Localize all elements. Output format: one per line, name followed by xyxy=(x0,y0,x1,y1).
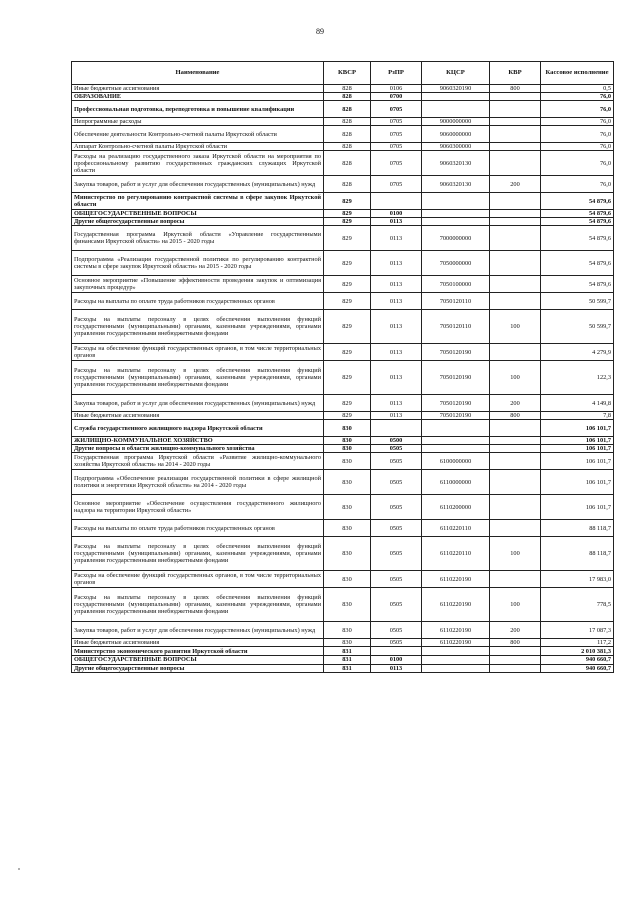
row-rzpr: 0113 xyxy=(371,344,422,361)
row-rzpr: 0113 xyxy=(371,218,422,226)
row-kvr xyxy=(490,101,541,118)
row-rzpr: 0505 xyxy=(371,622,422,639)
row-kvsr: 829 xyxy=(324,193,371,210)
row-kvr: 200 xyxy=(490,395,541,412)
row-kvr xyxy=(490,93,541,101)
row-kvsr: 829 xyxy=(324,218,371,226)
row-kcsr: 6110200000 xyxy=(422,495,490,520)
table-row xyxy=(72,218,614,226)
row-kvsr: 831 xyxy=(324,647,371,656)
header-amount: Кассовое исполнение xyxy=(541,62,614,85)
table-row xyxy=(72,445,614,453)
row-name: ЖИЛИЩНО-КОММУНАЛЬНОЕ ХОЗЯЙСТВО xyxy=(72,437,324,445)
row-kcsr: 9060000000 xyxy=(422,126,490,143)
row-rzpr: 0505 xyxy=(371,470,422,495)
row-amount: 76,0 xyxy=(541,151,614,176)
row-kvr xyxy=(490,344,541,361)
table-row xyxy=(72,470,614,495)
row-name: Другие вопросы в области жилищно-коммунального хозяйства xyxy=(72,445,324,453)
table-row xyxy=(72,412,614,420)
row-kvr xyxy=(490,437,541,445)
row-name: Расходы на выплаты по оплате труда работников государственных органов xyxy=(72,520,324,537)
row-kvr xyxy=(490,571,541,588)
row-amount: 17 087,3 xyxy=(541,622,614,639)
row-name: Непрограммные расходы xyxy=(72,118,324,126)
row-rzpr: 0500 xyxy=(371,437,422,445)
row-kvr xyxy=(490,210,541,218)
row-kvr xyxy=(490,126,541,143)
table-row xyxy=(72,151,614,176)
row-kvr: 200 xyxy=(490,622,541,639)
row-amount: 0,5 xyxy=(541,85,614,93)
row-kvr: 800 xyxy=(490,412,541,420)
row-kcsr: 7050000000 xyxy=(422,251,490,276)
row-kvr xyxy=(490,520,541,537)
row-rzpr: 0113 xyxy=(371,664,422,672)
row-rzpr: 0113 xyxy=(371,276,422,293)
row-kvsr: 830 xyxy=(324,495,371,520)
row-name: Другие общегосударственные вопросы xyxy=(72,218,324,226)
row-kvsr: 828 xyxy=(324,118,371,126)
row-amount: 76,0 xyxy=(541,176,614,193)
row-name: Расходы на обеспечение функций государственных органов, в том числе территориальных органов xyxy=(72,344,324,361)
row-amount: 54 879,6 xyxy=(541,193,614,210)
row-kvsr: 829 xyxy=(324,395,371,412)
row-name: Подпрограмма «Обеспечение реализации государственной политики в сфере жилищной политики и энергетики Иркутской области» на 2014 - 2020 годы xyxy=(72,470,324,495)
table-row xyxy=(72,101,614,118)
row-amount: 122,3 xyxy=(541,361,614,395)
row-kcsr xyxy=(422,445,490,453)
row-kvsr: 830 xyxy=(324,420,371,437)
row-kvsr: 829 xyxy=(324,226,371,251)
row-rzpr: 0505 xyxy=(371,639,422,647)
row-kvsr: 830 xyxy=(324,588,371,622)
row-name: Основное мероприятие «Повышение эффективности проведения закупок и оптимизация закупочных процедур» xyxy=(72,276,324,293)
row-kvsr: 829 xyxy=(324,344,371,361)
row-amount: 940 660,7 xyxy=(541,656,614,664)
table-row xyxy=(72,276,614,293)
row-name: Иные бюджетные ассигнования xyxy=(72,85,324,93)
scan-speck xyxy=(18,868,20,870)
table-row xyxy=(72,495,614,520)
table-row xyxy=(72,453,614,470)
row-amount: 76,0 xyxy=(541,93,614,101)
row-name: Закупка товаров, работ и услуг для обеспечения государственных (муниципальных) нужд xyxy=(72,395,324,412)
row-name: ОБЩЕГОСУДАРСТВЕННЫЕ ВОПРОСЫ xyxy=(72,656,324,664)
budget-execution-table xyxy=(71,61,614,673)
row-kvr xyxy=(490,470,541,495)
row-rzpr: 0700 xyxy=(371,93,422,101)
row-name: Расходы на выплаты персоналу в целях обеспечения выполнения функций государственными (муниципальными) органами, казенными учреждениями, органами управления государственными внебюджетными фондами xyxy=(72,588,324,622)
header-kvsr: КВСР xyxy=(324,62,371,85)
row-amount: 7,8 xyxy=(541,412,614,420)
row-name: Министерство по регулированию контрактной системы в сфере закупок Иркутской области xyxy=(72,193,324,210)
row-kvr: 100 xyxy=(490,537,541,571)
row-kvr xyxy=(490,143,541,151)
row-rzpr: 0505 xyxy=(371,571,422,588)
row-kvsr: 831 xyxy=(324,656,371,664)
row-kcsr: 7050100000 xyxy=(422,276,490,293)
row-kcsr xyxy=(422,647,490,656)
row-rzpr: 0505 xyxy=(371,520,422,537)
row-kvr xyxy=(490,193,541,210)
row-amount: 54 879,6 xyxy=(541,210,614,218)
row-kvr: 200 xyxy=(490,176,541,193)
row-kvr xyxy=(490,445,541,453)
row-kvsr: 829 xyxy=(324,361,371,395)
row-rzpr: 0113 xyxy=(371,361,422,395)
row-kcsr: 9060320190 xyxy=(422,85,490,93)
row-kcsr xyxy=(422,218,490,226)
row-kcsr: 6110220190 xyxy=(422,622,490,639)
row-name: Государственная программа Иркутской области «Управление государственными финансами Иркутской области» на 2015 - 2020 годы xyxy=(72,226,324,251)
row-rzpr: 0113 xyxy=(371,226,422,251)
row-kcsr: 6110220110 xyxy=(422,537,490,571)
row-kcsr: 6110000000 xyxy=(422,470,490,495)
page-number: 89 xyxy=(316,27,324,36)
row-kcsr xyxy=(422,93,490,101)
row-amount: 106 101,7 xyxy=(541,495,614,520)
row-rzpr: 0113 xyxy=(371,395,422,412)
row-kcsr: 6110220190 xyxy=(422,588,490,622)
row-name: Государственная программа Иркутской области «Развитие жилищно-коммунального хозяйства Иркутской области» на 2014 - 2020 годы xyxy=(72,453,324,470)
row-amount: 88 118,7 xyxy=(541,520,614,537)
table-row xyxy=(72,118,614,126)
row-amount: 117,2 xyxy=(541,639,614,647)
row-kvr xyxy=(490,420,541,437)
row-amount: 106 101,7 xyxy=(541,437,614,445)
row-kvsr: 828 xyxy=(324,93,371,101)
row-amount: 2 010 381,3 xyxy=(541,647,614,656)
row-amount: 54 879,6 xyxy=(541,251,614,276)
row-amount: 54 879,6 xyxy=(541,218,614,226)
row-kvr xyxy=(490,656,541,664)
row-kcsr xyxy=(422,664,490,672)
row-name: Министерство экономического развития Иркутской области xyxy=(72,647,324,656)
row-kvsr: 830 xyxy=(324,453,371,470)
row-rzpr: 0505 xyxy=(371,537,422,571)
table-row xyxy=(72,344,614,361)
row-kvsr: 830 xyxy=(324,622,371,639)
row-kcsr: 7000000000 xyxy=(422,226,490,251)
row-amount: 76,0 xyxy=(541,101,614,118)
table-row xyxy=(72,210,614,218)
row-kvr xyxy=(490,226,541,251)
row-kcsr: 6100000000 xyxy=(422,453,490,470)
row-kvsr: 831 xyxy=(324,664,371,672)
row-kcsr xyxy=(422,193,490,210)
row-kvsr: 830 xyxy=(324,445,371,453)
table-row xyxy=(72,520,614,537)
row-kvr: 800 xyxy=(490,85,541,93)
row-kcsr: 6110220190 xyxy=(422,571,490,588)
table-row xyxy=(72,226,614,251)
table-row xyxy=(72,622,614,639)
table-row xyxy=(72,310,614,344)
row-amount: 4 149,8 xyxy=(541,395,614,412)
row-amount: 88 118,7 xyxy=(541,537,614,571)
row-kcsr: 6110220190 xyxy=(422,639,490,647)
row-amount: 76,0 xyxy=(541,143,614,151)
row-rzpr: 0100 xyxy=(371,656,422,664)
table-row xyxy=(72,93,614,101)
row-rzpr: 0505 xyxy=(371,495,422,520)
row-name: Иные бюджетные ассигнования xyxy=(72,412,324,420)
row-rzpr: 0113 xyxy=(371,293,422,310)
row-amount: 106 101,7 xyxy=(541,470,614,495)
row-name: Расходы на реализацию государственного заказа Иркутской области на мероприятия по профессиональному развитию государственных гражданских служащих Иркутской области xyxy=(72,151,324,176)
row-kvsr: 829 xyxy=(324,412,371,420)
row-rzpr: 0705 xyxy=(371,126,422,143)
row-name: Основное мероприятие «Обеспечение осуществления государственного жилищного надзора на территории Иркутской области» xyxy=(72,495,324,520)
row-name: Закупка товаров, работ и услуг для обеспечения государственных (муниципальных) нужд xyxy=(72,176,324,193)
row-rzpr: 0705 xyxy=(371,101,422,118)
table-row xyxy=(72,588,614,622)
row-kvr xyxy=(490,276,541,293)
row-name: ОБРАЗОВАНИЕ xyxy=(72,93,324,101)
row-kcsr: 7050120190 xyxy=(422,344,490,361)
row-kvr xyxy=(490,293,541,310)
row-kvsr: 829 xyxy=(324,276,371,293)
row-kvr xyxy=(490,495,541,520)
row-kvsr: 828 xyxy=(324,101,371,118)
row-name: Расходы на выплаты персоналу в целях обеспечения выполнения функций государственными (муниципальными) органами, казенными учреждениями, органами управления государственными внебюджетными фондами xyxy=(72,310,324,344)
table-row xyxy=(72,143,614,151)
row-name: Расходы на выплаты персоналу в целях обеспечения выполнения функций государственными (муниципальными) органами, казенными учреждениями, органами управления государственными внебюджетными фондами xyxy=(72,537,324,571)
row-kcsr: 7050120110 xyxy=(422,310,490,344)
row-rzpr: 0705 xyxy=(371,176,422,193)
row-amount: 778,5 xyxy=(541,588,614,622)
row-rzpr: 0113 xyxy=(371,251,422,276)
row-name: ОБЩЕГОСУДАРСТВЕННЫЕ ВОПРОСЫ xyxy=(72,210,324,218)
table-row xyxy=(72,664,614,672)
row-name: Другие общегосударственные вопросы xyxy=(72,664,324,672)
row-kvsr: 830 xyxy=(324,571,371,588)
table-row xyxy=(72,639,614,647)
row-kvr: 100 xyxy=(490,310,541,344)
table-row xyxy=(72,395,614,412)
row-rzpr xyxy=(371,193,422,210)
row-name: Расходы на выплаты персоналу в целях обеспечения выполнения функций государственными (муниципальными) органами, казенными учреждениями, органами управления государственными внебюджетными фондами xyxy=(72,361,324,395)
table-row xyxy=(72,656,614,664)
row-kcsr: 9060300000 xyxy=(422,143,490,151)
row-amount: 76,0 xyxy=(541,118,614,126)
row-kcsr xyxy=(422,210,490,218)
row-kvsr: 828 xyxy=(324,176,371,193)
row-kvsr: 829 xyxy=(324,251,371,276)
row-name: Подпрограмма «Реализация государственной политики по регулированию контрактной системы в сфере закупок Иркутской области» на 2015 - 2020 годы xyxy=(72,251,324,276)
row-name: Обеспечение деятельности Контрольно-счетной палаты Иркутской области xyxy=(72,126,324,143)
row-kcsr xyxy=(422,437,490,445)
row-kvsr: 829 xyxy=(324,210,371,218)
table-row xyxy=(72,293,614,310)
table-row xyxy=(72,251,614,276)
row-rzpr xyxy=(371,647,422,656)
table-row xyxy=(72,361,614,395)
row-kvr xyxy=(490,647,541,656)
row-kvsr: 828 xyxy=(324,143,371,151)
row-name: Аппарат Контрольно-счетной палаты Иркутской области xyxy=(72,143,324,151)
row-name: Расходы на обеспечение функций государственных органов, в том числе территориальных органов xyxy=(72,571,324,588)
row-amount: 76,0 xyxy=(541,126,614,143)
table-row xyxy=(72,420,614,437)
row-kcsr xyxy=(422,101,490,118)
table-row xyxy=(72,647,614,656)
row-kcsr xyxy=(422,656,490,664)
row-rzpr: 0705 xyxy=(371,151,422,176)
row-name: Иные бюджетные ассигнования xyxy=(72,639,324,647)
table-header-row xyxy=(72,62,614,85)
row-kvsr: 828 xyxy=(324,126,371,143)
row-amount: 54 879,6 xyxy=(541,276,614,293)
row-kcsr: 9060320130 xyxy=(422,176,490,193)
row-rzpr: 0705 xyxy=(371,143,422,151)
row-name: Закупка товаров, работ и услуг для обеспечения государственных (муниципальных) нужд xyxy=(72,622,324,639)
row-rzpr: 0113 xyxy=(371,310,422,344)
row-rzpr: 0705 xyxy=(371,118,422,126)
row-kvr: 800 xyxy=(490,639,541,647)
row-rzpr xyxy=(371,420,422,437)
row-kcsr: 7050120190 xyxy=(422,412,490,420)
table-row xyxy=(72,193,614,210)
row-rzpr: 0113 xyxy=(371,412,422,420)
row-kcsr xyxy=(422,420,490,437)
row-name: Расходы на выплаты по оплате труда работников государственных органов xyxy=(72,293,324,310)
row-kvsr: 830 xyxy=(324,437,371,445)
row-kvsr: 829 xyxy=(324,310,371,344)
row-kvsr: 830 xyxy=(324,470,371,495)
header-name: Наименование xyxy=(72,62,324,85)
row-rzpr: 0505 xyxy=(371,445,422,453)
row-kcsr: 9000000000 xyxy=(422,118,490,126)
row-rzpr: 0505 xyxy=(371,453,422,470)
row-rzpr: 0100 xyxy=(371,210,422,218)
row-kcsr: 7050120110 xyxy=(422,293,490,310)
header-kvr: КВР xyxy=(490,62,541,85)
row-amount: 50 599,7 xyxy=(541,310,614,344)
row-kvsr: 828 xyxy=(324,151,371,176)
table-row xyxy=(72,126,614,143)
row-kvr xyxy=(490,664,541,672)
row-rzpr: 0106 xyxy=(371,85,422,93)
row-kvsr: 830 xyxy=(324,520,371,537)
row-kvr: 100 xyxy=(490,361,541,395)
row-name: Профессиональная подготовка, переподготовка и повышение квалификации xyxy=(72,101,324,118)
row-kcsr: 7050120190 xyxy=(422,361,490,395)
header-rzpr: РзПР xyxy=(371,62,422,85)
row-amount: 54 879,6 xyxy=(541,226,614,251)
row-amount: 106 101,7 xyxy=(541,453,614,470)
row-rzpr: 0505 xyxy=(371,588,422,622)
row-kvr xyxy=(490,118,541,126)
row-kvsr: 828 xyxy=(324,85,371,93)
row-kcsr: 6110220110 xyxy=(422,520,490,537)
row-amount: 106 101,7 xyxy=(541,445,614,453)
row-kcsr: 9060320130 xyxy=(422,151,490,176)
row-amount: 17 983,0 xyxy=(541,571,614,588)
table-row xyxy=(72,537,614,571)
row-name: Служба государственного жилищного надзора Иркутской области xyxy=(72,420,324,437)
row-kvsr: 829 xyxy=(324,293,371,310)
row-amount: 106 101,7 xyxy=(541,420,614,437)
table-row xyxy=(72,85,614,93)
row-kvsr: 830 xyxy=(324,639,371,647)
row-amount: 940 660,7 xyxy=(541,664,614,672)
row-kvsr: 830 xyxy=(324,537,371,571)
row-kvr xyxy=(490,453,541,470)
row-kvr: 100 xyxy=(490,588,541,622)
row-kcsr: 7050120190 xyxy=(422,395,490,412)
row-kvr xyxy=(490,218,541,226)
table-row xyxy=(72,437,614,445)
table-row xyxy=(72,571,614,588)
row-amount: 4 279,9 xyxy=(541,344,614,361)
table-body xyxy=(72,85,614,673)
table-row xyxy=(72,176,614,193)
row-kvr xyxy=(490,251,541,276)
header-kcsr: КЦСР xyxy=(422,62,490,85)
row-kvr xyxy=(490,151,541,176)
row-amount: 50 599,7 xyxy=(541,293,614,310)
